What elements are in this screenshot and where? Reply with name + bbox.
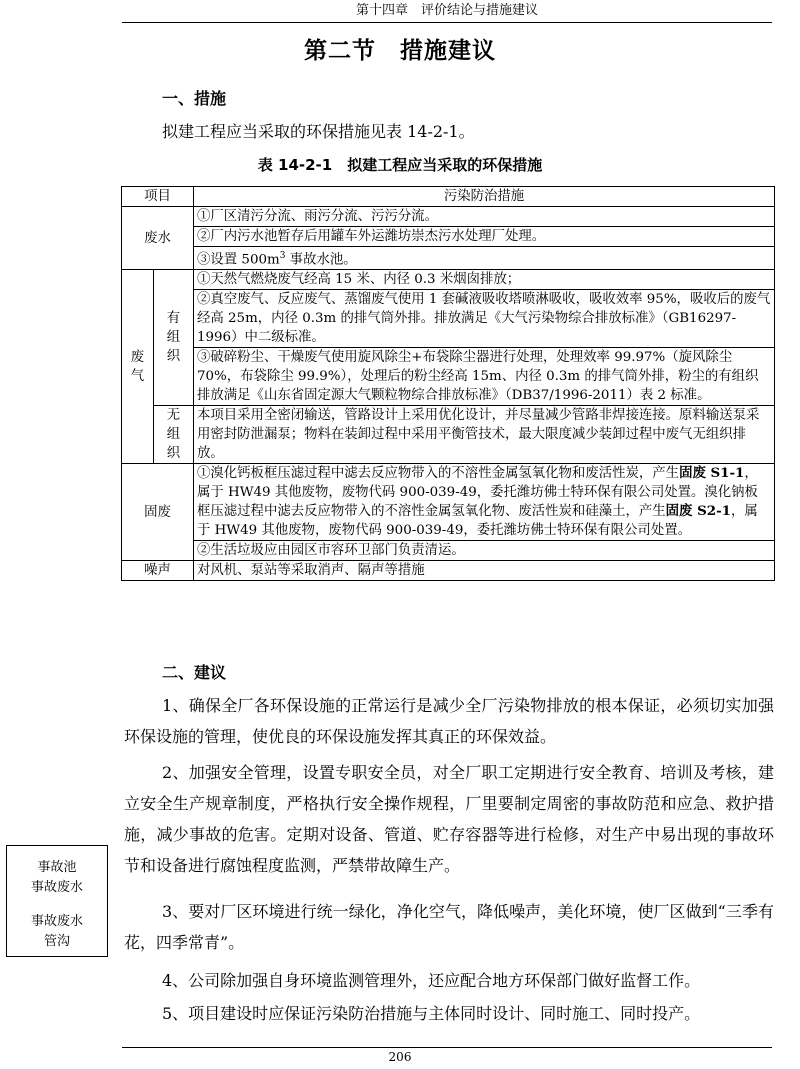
measures-table [121,186,775,581]
organized-item: ①天然气燃烧废气经高 15 米、内径 0.3 米烟囱排放； [194,270,775,290]
solid-ref2: 固废 S2-1 [665,503,731,520]
table-caption: 表 14-2-1 拟建工程应当采取的环保措施 [257,156,543,174]
solid-p3: ，属于 HW49 其他废物，废物代码 900-039-49，委托潍坊佛士特环保有限公司处置。 [197,504,758,539]
unorganized-text: 本项目采用全密闭输送，管路设计上采用优化设计，并尽量减少管路非焊接连接。原料输送泵采用密封防泄漏泵；物料在装卸过程中采用平衡管技术，最大限度减少装卸过程中废气无组织排放。 [194,406,775,464]
water-item3-pre: ③设置 500m [197,252,280,268]
recommendation-item: 3、要对厂区环境进行统一绿化，净化空气，降低噪声，美化环境，使厂区做到“三季有花，四季常青”。 [124,902,774,952]
water-item: ②厂内污水池暂存后用罐车外运潍坊崇杰污水处理厂处理。 [194,227,775,247]
table-row [122,406,775,464]
heading-measures: 一、措施 [162,89,227,108]
section-title: 第二节 措施建议 [304,38,496,64]
noise-label: 噪声 [122,561,194,581]
recommendation-item: 4、公司除加强自身环境监测管理外，还应配合地方环保部门做好监督工作。 [162,971,701,990]
water-item: ①厂区清污分流、雨污分流、污污分流。 [194,207,775,227]
footer-divider [122,1047,772,1048]
table-row [122,464,775,541]
recommendation-item: 5、项目建设时应保证污染防治措施与主体同时设计、同时施工、同时投产。 [162,1004,701,1023]
water-label: 废水 [122,207,194,270]
header-measure: 污染防治措施 [194,187,775,207]
organized-label: 有组织 [154,270,194,406]
side-note-line: 事故池 [37,860,77,875]
organized-item: ②真空废气、反应废气、蒸馏废气使用 1 套碱液吸收塔喷淋吸收，吸收效率 95%，吸收后的废气经高 25m，内径 0.3m 的排气筒外排。排放满足《大气污染物综合排放标准》（GB16297- 1996）中二级标准。 [194,290,775,348]
water-item [194,247,775,270]
heading-recommendations: 二、建议 [162,663,227,682]
table-row [122,290,775,348]
solid-ref1: 固废 S1-1 [679,465,745,482]
water-item3-sup: 3 [279,251,286,261]
solid-item [194,464,775,541]
side-note-line: 事故废水 [30,880,83,895]
noise-text: 对风机、泵站等采取消声、隔声等措施 [194,561,775,581]
side-note-line: 事故废水 [30,914,83,929]
table-row [122,541,775,561]
table-row [122,227,775,247]
water-item3-post: 事故水池。 [285,252,357,268]
unorganized-label: 无组织 [154,406,194,464]
recommendation-item: 2、加强安全管理，设置专职安全员，对全厂职工定期进行安全教育、培训及考核，建立安全生产规章制度，严格执行安全操作规程，厂里要制定周密的事故防范和应急、救护措施，减少事故的危害。定期对设备、管道、贮存容器等进行检修，对生产中易出现的事故环节和设备进行腐蚀程度监测，严禁带故障生产。 [124,763,774,875]
solid-item2: ②生活垃圾应由园区市容环卫部门负责清运。 [194,541,775,561]
gas-label: 废气 [122,270,154,464]
table-row [122,247,775,270]
page-number: 206 [388,1050,412,1064]
page-header: 第十四章 评价结论与措施建议 [122,0,772,23]
table-row [122,348,775,406]
solid-p1: ①溴化钙板框压滤过程中滤去反应物带入的不溶性金属氢氧化物和废活性炭，产生 [197,466,680,482]
side-note-line: 管沟 [43,934,70,949]
solid-p2: ，属于 HW49 其他废物，废物代码 900-039-49，委托潍坊佛士特环保有限公司处置。溴化钠板框压滤过程中滤去反应物带入的不溶性金属氢氧化物、废活性炭和硅藻土，产生 [197,466,758,520]
header-item: 项目 [122,187,194,207]
organized-item: ③破碎粉尘、干燥废气使用旋风除尘+布袋除尘器进行处理，处理效率 99.97%（旋风除尘 70%，布袋除尘 99.9%），处理后的粉尘经高 15m、内径 0.3m 的排气筒外排，粉尘的有组织排放满足《山东省固定源大气颗粒物综合排放标准》（DB37/1996-2011）表 2 标准。 [194,348,775,406]
recommendation-item: 1、确保全厂各环保设施的正常运行是减少全厂污染物排放的根本保证，必须切实加强环保设施的管理，使优良的环保设施发挥其真正的环保效益。 [124,696,774,746]
solid-label: 固废 [122,464,194,561]
side-note-box [6,845,108,957]
table-row [122,207,775,227]
table-row [122,561,775,581]
table-row [122,270,775,290]
table-header-row [122,187,775,207]
intro-paragraph: 拟建工程应当采取的环保措施见表 14-2-1。 [162,122,475,141]
